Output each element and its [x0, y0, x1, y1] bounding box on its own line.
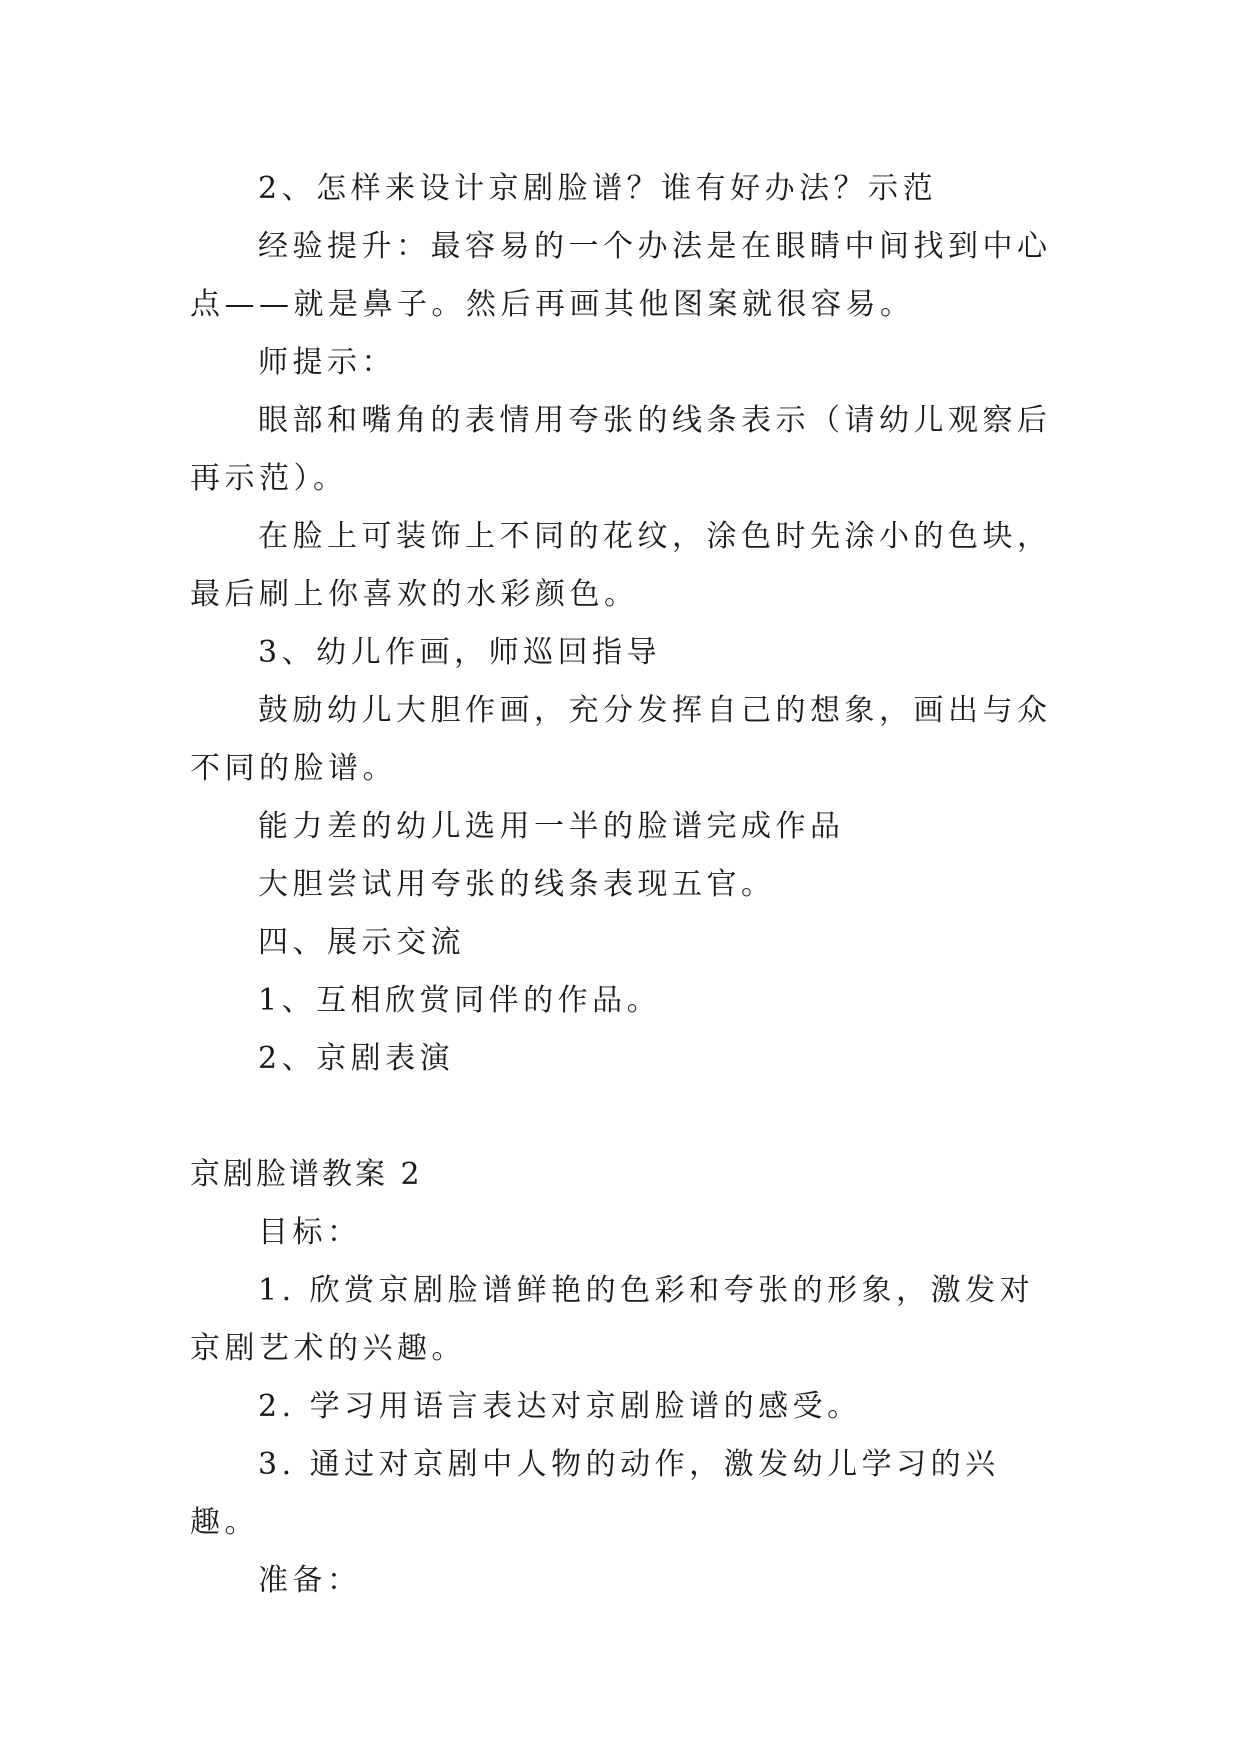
document-body	[190, 160, 1060, 1610]
paragraph: 1. 欣赏京剧脸谱鲜艳的色彩和夸张的形象，激发对京剧艺术的兴趣。	[190, 1273, 1035, 1366]
paragraph: 目标：	[258, 1215, 362, 1250]
paragraph: 能力差的幼儿选用一半的脸谱完成作品	[258, 809, 845, 844]
paragraph: 2、京剧表演	[258, 1041, 455, 1076]
paragraph: 2. 学习用语言表达对京剧脸谱的感受。	[258, 1389, 862, 1424]
paragraph: 3. 通过对京剧中人物的动作，激发幼儿学习的兴趣。	[190, 1447, 1000, 1540]
paragraph: 经验提升：最容易的一个办法是在眼睛中间找到中心点——就是鼻子。然后再画其他图案就很容易。	[190, 229, 1052, 322]
paragraph: 眼部和嘴角的表情用夸张的线条表示（请幼儿观察后再示范）。	[190, 403, 1052, 496]
paragraph: 准备：	[258, 1563, 362, 1598]
section-heading: 京剧脸谱教案 2	[190, 1157, 423, 1192]
paragraph: 3、幼儿作画，师巡回指导	[258, 635, 662, 670]
paragraph: 1、互相欣赏同伴的作品。	[258, 983, 662, 1018]
paragraph: 师提示：	[258, 345, 396, 380]
paragraph: 2、怎样来设计京剧脸谱？谁有好办法？示范	[258, 171, 938, 206]
section-spacer	[190, 1088, 1060, 1146]
paragraph: 四、展示交流	[258, 925, 465, 960]
paragraph: 大胆尝试用夸张的线条表现五官。	[258, 867, 776, 902]
paragraph: 鼓励幼儿大胆作画，充分发挥自己的想象，画出与众不同的脸谱。	[190, 693, 1052, 786]
paragraph: 在脸上可装饰上不同的花纹，涂色时先涂小的色块，最后刷上你喜欢的水彩颜色。	[190, 519, 1052, 612]
